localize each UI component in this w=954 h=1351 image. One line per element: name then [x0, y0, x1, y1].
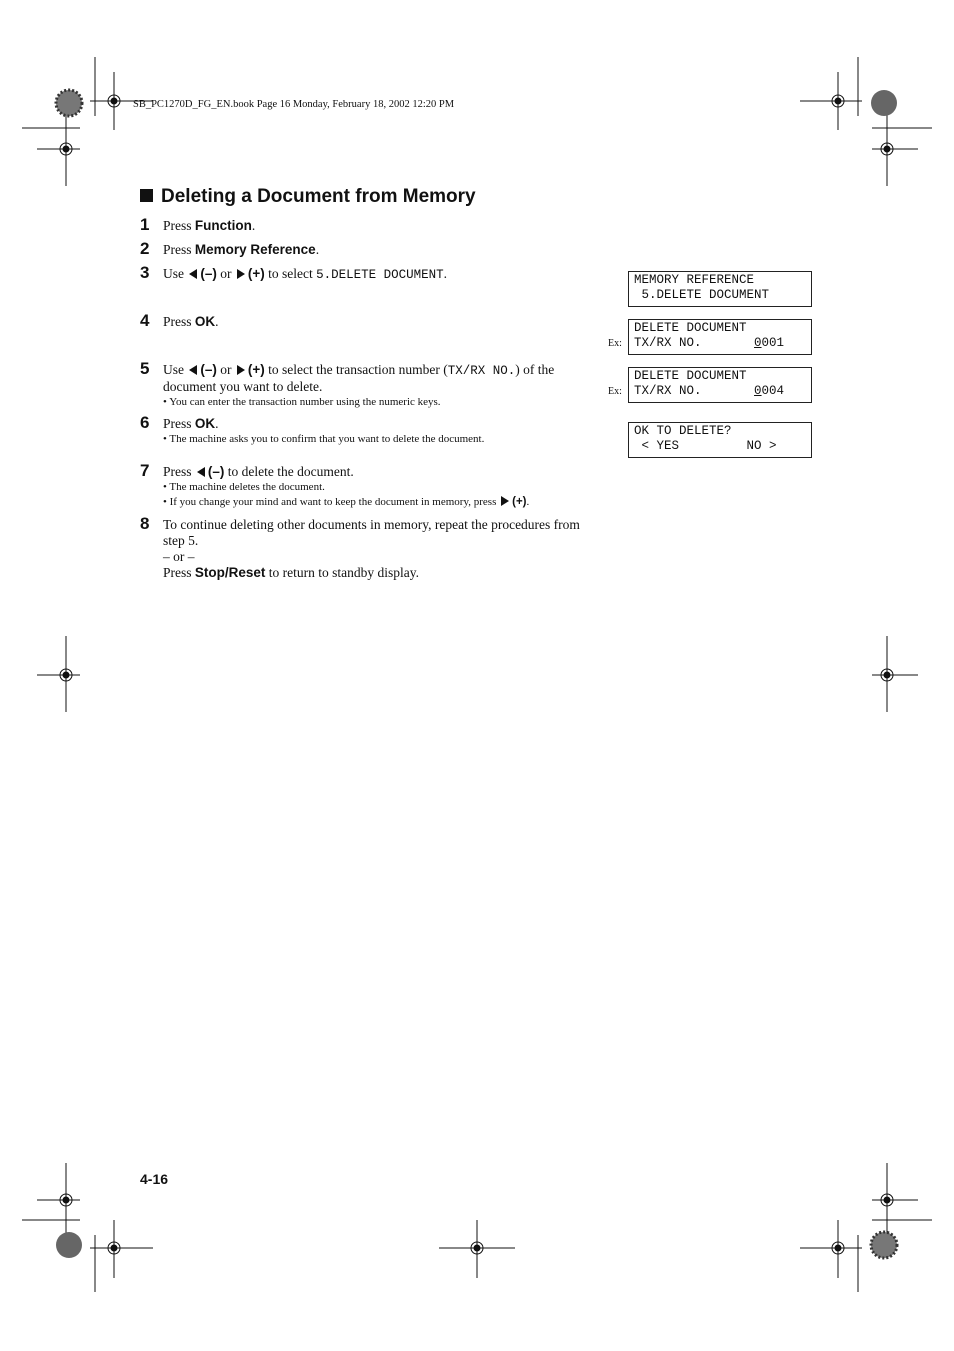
memory-reference-key: Memory Reference — [194, 242, 316, 257]
section-title — [140, 186, 476, 208]
step-number: 8 — [140, 514, 150, 533]
left-arrow-icon — [189, 365, 197, 375]
step-number: 2 — [140, 239, 150, 258]
right-arrow-icon — [237, 365, 245, 375]
right-arrow-icon — [501, 496, 509, 506]
step-number: 6 — [140, 413, 150, 432]
step-note: • The machine deletes the document. — [163, 481, 325, 493]
file-header: SB_PC1270D_FG_EN.book Page 16 Monday, February 18, 2002 12:20 PM — [133, 99, 455, 110]
square-bullet-icon — [140, 189, 153, 202]
step-3: Use (–) or (+) to select 5.DELETE DOCUMENT. — [163, 266, 448, 282]
step-4: Press OK. — [163, 314, 219, 329]
step-6: Press OK. • The machine asks you to confirm that you want to delete the document. — [163, 416, 588, 447]
function-key: Function — [194, 218, 252, 233]
step-8: To continue deleting other documents in memory, repeat the procedures from step 5. – or – Press Stop/Reset to return to standby display. — [163, 517, 580, 580]
step-number: 1 — [140, 215, 150, 234]
ok-key: OK — [194, 416, 216, 431]
example-label: Ex: — [608, 338, 622, 349]
step-number: 7 — [140, 461, 150, 480]
step-5: Use (–) or (+) to select the transaction number (TX/RX NO.) of the document you want to delete. • You can enter the transaction number using the numeric keys. — [163, 362, 588, 410]
lcd-display-ok-to-delete: OK TO DELETE? < YES NO > — [628, 422, 812, 458]
step-7: Press (–) to delete the document. • The machine deletes the document. • If you change your mind and want to keep the document in memory, press (+). — [163, 464, 588, 510]
step-number: 5 — [140, 359, 150, 378]
ok-key: OK — [194, 314, 216, 329]
step-note: • The machine asks you to confirm that you want to delete the document. — [163, 433, 485, 445]
lcd-display-delete-document-1: DELETE DOCUMENT TX/RX NO. 0001 — [628, 319, 812, 355]
example-label: Ex: — [608, 386, 622, 397]
step-note: • If you change your mind and want to keep the document in memory, press (+). — [163, 496, 530, 508]
lcd-display-memory-reference: MEMORY REFERENCE 5.DELETE DOCUMENT — [628, 271, 812, 307]
page-number: 4-16 — [140, 1171, 169, 1187]
lcd-display-delete-document-2: DELETE DOCUMENT TX/RX NO. 0004 — [628, 367, 812, 403]
step-number: 3 — [140, 263, 150, 282]
step-2: Press Memory Reference. — [163, 242, 320, 257]
section-title-text: Deleting a Document from Memory — [161, 186, 476, 207]
step-note: • You can enter the transaction number using the numeric keys. — [163, 396, 441, 408]
left-arrow-icon — [189, 269, 197, 279]
step-number: 4 — [140, 311, 150, 330]
stop-reset-key: Stop/Reset — [194, 565, 266, 580]
right-arrow-icon — [237, 269, 245, 279]
step-1: Press Function. — [163, 218, 256, 233]
left-arrow-icon — [197, 467, 205, 477]
